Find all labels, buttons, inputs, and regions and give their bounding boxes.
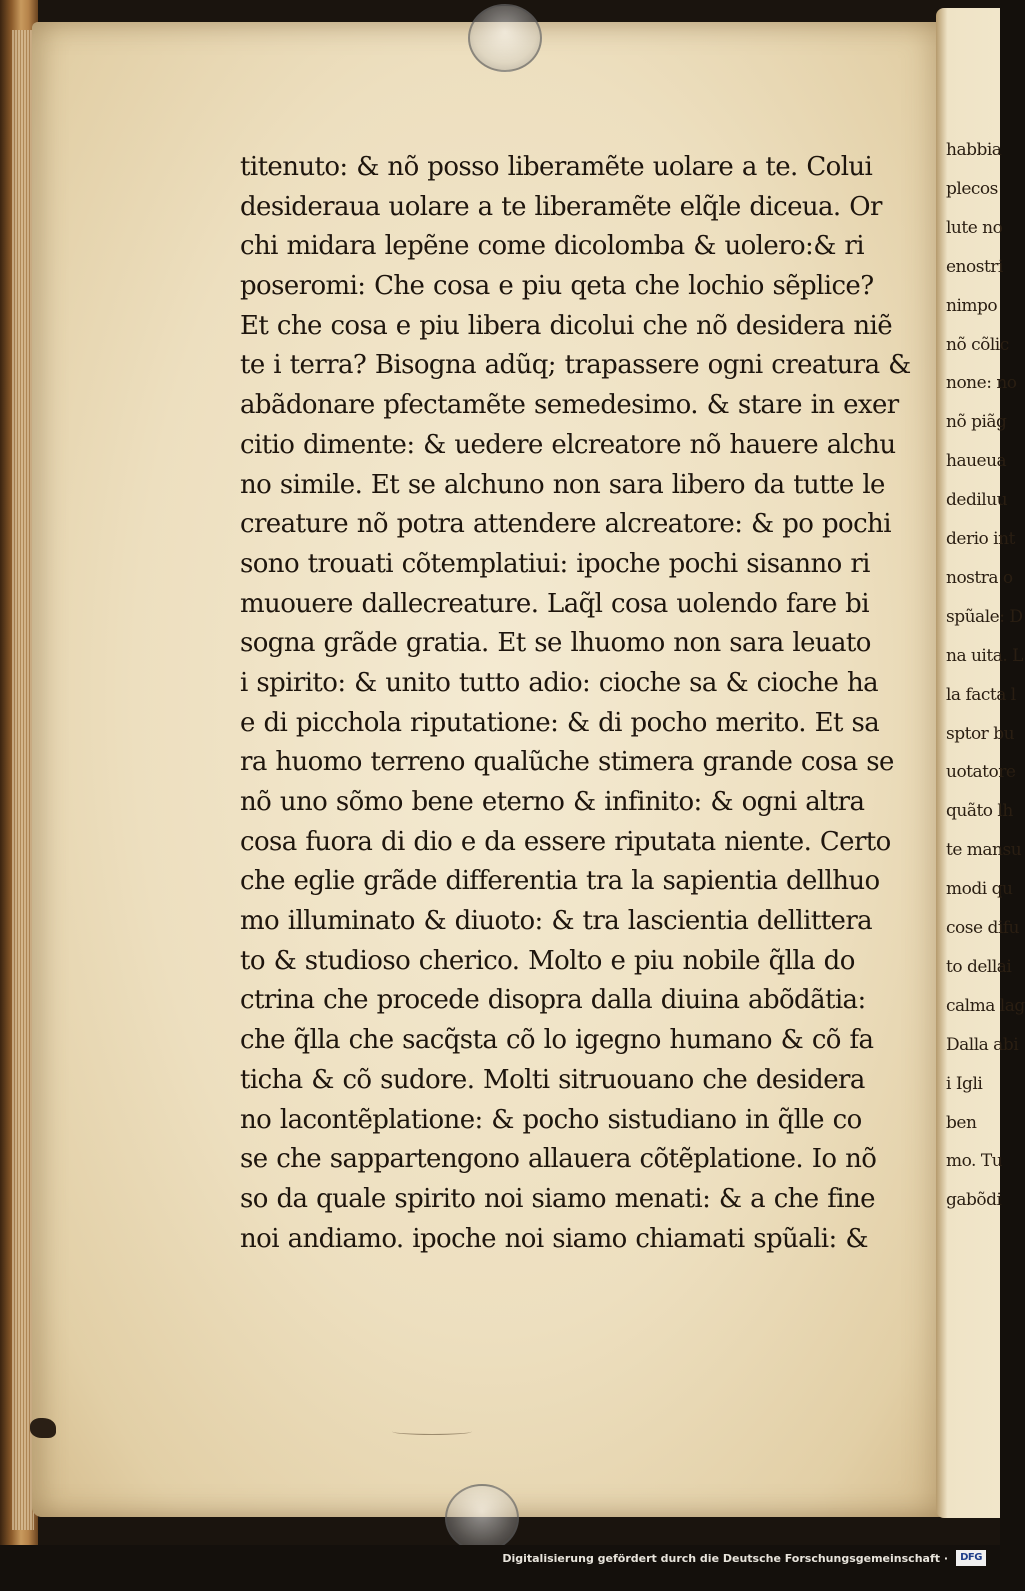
- text-line: e di picchola riputatione: & di pocho merito. Et sa: [240, 707, 880, 738]
- text-line: no lacontẽplatione: & pocho sistudiano in q̃lle co: [240, 1104, 862, 1135]
- facing-text-line: na uita. L: [946, 645, 1023, 666]
- facing-text-line: mo. Tu: [946, 1151, 1003, 1172]
- text-line: i spirito: & unito tutto adio: cioche sa & cioche ha: [240, 667, 879, 698]
- facing-text-line: plecos: [946, 178, 998, 199]
- text-line: Et che cosa e piu libera dicolui che nõ desidera niẽ: [240, 310, 893, 341]
- text-line: creature nõ potra attendere alcreatore: & po pochi: [240, 509, 891, 540]
- thread-mark: [392, 1428, 472, 1435]
- facing-text-line: haueua: [946, 451, 1007, 472]
- facing-text-line: lute no: [946, 217, 1003, 238]
- text-line: citio dimente: & uedere elcreatore nõ hauere alchu: [240, 429, 896, 460]
- facing-text-line: derio int: [946, 529, 1015, 549]
- text-line: ra huomo terreno qualũche stimera grande cosa se: [240, 747, 894, 778]
- facing-text-line: none: no: [946, 373, 1017, 394]
- facing-text-line: ben: [946, 1112, 977, 1133]
- text-line: sono trouati cõtemplatiui: ipoche pochi sisanno ri: [240, 548, 870, 579]
- text-line: nõ uno sõmo bene eterno & infinito: & ogni altra: [240, 787, 865, 817]
- glass-clip-bottom: [445, 1484, 519, 1552]
- facing-text-line: quãto lh: [946, 801, 1013, 822]
- facing-text-line: sptor bu: [946, 723, 1015, 744]
- text-line: ctrina che procede disopra dalla diuina abõdãtia:: [240, 985, 866, 1016]
- page-text-block: [240, 148, 911, 1259]
- funding-credit: Digitalisierung gefördert durch die Deutsche Forschungsgemeinschaft ·: [502, 1552, 948, 1565]
- text-line: sogna grãde gratia. Et se lhuomo non sara leuato: [240, 628, 871, 659]
- text-line: mo illuminato & diuoto: & tra lascientia dellittera: [240, 906, 873, 937]
- text-line: poseromi: Che cosa e piu qeta che lochio sẽplice?: [240, 271, 874, 302]
- text-line: se che sappartengono allauera cõtẽplatione. Io nõ: [240, 1144, 877, 1175]
- text-line: che q̃lla che sacq̃sta cõ lo igegno humano & cõ fa: [240, 1025, 874, 1056]
- text-line: titenuto: & nõ posso liberamẽte uolare a te. Colui: [240, 152, 873, 182]
- text-line: chi midara lepẽne come dicolomba & uolero:& ri: [240, 231, 864, 262]
- facing-text-line: Dalla abi: [946, 1034, 1019, 1055]
- text-line: cosa fuora di dio e da essere riputata niente. Certo: [240, 826, 891, 857]
- facing-text-line: habbia: [946, 140, 1002, 160]
- facing-text-line: dediluu: [946, 490, 1008, 511]
- text-line: abãdonare pfectamẽte semedesimo. & stare in exer: [240, 390, 899, 421]
- facing-page: [936, 8, 1025, 1518]
- page-edges: [12, 30, 34, 1530]
- facing-text-line: la facta l: [946, 684, 1016, 705]
- facing-text-line: nimpo: [946, 295, 998, 316]
- facing-text-line: modi qu: [946, 879, 1013, 900]
- facing-text-line: gabõdi: [946, 1190, 1002, 1211]
- text-line: to & studioso cherico. Molto e piu nobile q̃lla do: [240, 945, 855, 976]
- text-line: ticha & cõ sudore. Molti sitruouano che desidera: [240, 1064, 865, 1095]
- dfg-logo: DFG: [956, 1550, 986, 1566]
- facing-text-line: te mansu: [946, 840, 1022, 861]
- text-line: no simile. Et se alchuno non sara libero da tutte le: [240, 469, 885, 500]
- facing-text-line: nõ cõlic: [946, 334, 1009, 355]
- facing-text-line: nostra o: [946, 567, 1013, 588]
- text-line: che eglie grãde differentia tra la sapientia dellhuo: [240, 866, 880, 897]
- text-line: noi andiamo. ipoche noi siamo chiamati spũali: &: [240, 1223, 868, 1254]
- text-line: so da quale spirito noi siamo menati: & a che fine: [240, 1183, 875, 1214]
- text-line: te i terra? Bisogna adũq; trapassere ogni creatura &: [240, 350, 911, 381]
- ink-stain: [30, 1418, 56, 1438]
- facing-text-line: to dellai: [946, 956, 1012, 977]
- facing-text-line: enostri: [946, 256, 1003, 277]
- glass-clip-top: [468, 4, 542, 72]
- text-line: muouere dallecreature. Laq̃l cosa uolendo fare bi: [240, 588, 869, 619]
- facing-text-line: uotatore: [946, 762, 1016, 783]
- facing-text-line: nõ piãg: [946, 412, 1007, 433]
- facing-text-line: calma lag: [946, 995, 1025, 1016]
- facing-text-line: spũale: D: [946, 606, 1023, 627]
- facing-text-line: cose difu: [946, 918, 1020, 938]
- text-line: desideraua uolare a te liberamẽte elq̃le diceua. Or: [240, 191, 882, 222]
- facing-text-line: i Igli: [946, 1073, 983, 1094]
